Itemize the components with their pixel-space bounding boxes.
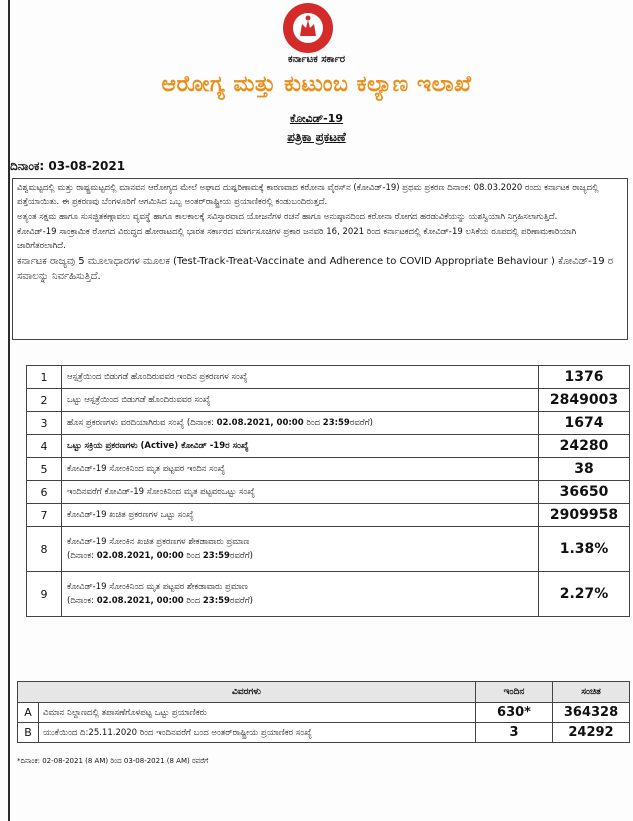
row-value: 1.38% bbox=[539, 527, 630, 572]
travellers-table bbox=[17, 681, 630, 743]
row-value: 1376 bbox=[539, 366, 630, 389]
row-label-date-from: 02.08.2021, 00:00 bbox=[96, 596, 184, 606]
row-label: ಆಸ್ಪತ್ರೆಯಿಂದ ಬಿಡುಗಡೆ ಹೊಂದಿರುವವರ ಇಂದಿನ ಪ್ರಕರಣಗಳ ಸಂಖ್ಯೆ bbox=[62, 366, 539, 389]
intro-paragraph-2: ಅತ್ಯಂತ ಸಕ್ಷಮ ಹಾಗೂ ಸುಸಜ್ಜಿತಕಣ್ಗಾವಲು ವ್ಯವಸ್ಥೆ ಹಾಗೂ ಕಾಲಕಾಲಕ್ಕೆ ಸವಿಸ್ತಾರವಾದ ಯೋಜನೆಗಳ ರಚನೆ ಹಾಗೂ ಅನುಷ್ಠಾನದಿಂದ ಕರೋನಾ ರೋಗದ ಹರಡುವಿಕೆಯನ್ನು ಯಶಸ್ವಿಯಾಗಿ ನಿಗ್ರಹಿಸಲಾಗುತ್ತಿದೆ. bbox=[17, 212, 558, 222]
row-label: ಇಂದಿನವರೆಗೆ ಕೋವಿಡ್-19 ಸೋಂಕಿನಿಂದ ಮೃತ ಪಟ್ಟವರಒಟ್ಟು ಸಂಖ್ಯೆ bbox=[62, 481, 539, 504]
row-label-date-end: ರವರೆಗೆ) bbox=[229, 596, 253, 606]
table-row bbox=[18, 723, 630, 743]
table-row bbox=[18, 703, 630, 723]
table-row bbox=[27, 527, 630, 572]
release-date: ದಿನಾಂಕ: 03-08-2021 bbox=[10, 159, 126, 173]
row-label-date-mid: ರಿಂದ bbox=[303, 418, 323, 428]
intro-paragraph-3: ಕೋವಿಡ್-19 ಸಾಂಕ್ರಾಮಿಕ ರೋಗದ ವಿರುದ್ಧದ ಹೋರಾಟದಲ್ಲಿ ಭಾರತ ಸರ್ಕಾರದ ಮಾರ್ಗಸೂಚಿಗಳ ಪ್ರಕಾರ ಜನವರಿ 16, 2021 ರಿಂದ ಕರ್ನಾಟಕದಲ್ಲಿ ಕೋವಿಡ್-19 ಲಸಿಕೆಯ ರೂಪದಲ್ಲಿ ಪರಿಣಾಮಕಾರಿಯಾಗಿ ಜಾರಿಗೆತರಲಾಗಿದೆ. bbox=[17, 227, 577, 251]
row-label-text: ಕೋವಿಡ್-19 ಸೋಂಕಿನ ಖಚಿತ ಪ್ರಕರಣಗಳ ಶೇಕಡಾವಾರು ಪ್ರಮಾಣ bbox=[67, 537, 250, 547]
header-today: ಇಂದಿನ bbox=[476, 682, 553, 703]
row-label: ಒಟ್ಟು ಆಸ್ಪತ್ರೆಯಿಂದ ಬಿಡುಗಡೆ ಹೊಂದಿರುವವರ ಸಂಖ್ಯೆ bbox=[62, 389, 539, 412]
row-value: 2.27% bbox=[539, 572, 630, 617]
table-row bbox=[27, 389, 630, 412]
intro-box bbox=[12, 178, 628, 340]
press-release-title: ಪತ್ರಿಕಾ ಪ್ರಕಟಣೆ bbox=[287, 130, 346, 144]
row-value: 1674 bbox=[539, 412, 630, 435]
row-number: 7 bbox=[27, 504, 62, 527]
covid-stats-table bbox=[26, 365, 630, 617]
row-number: 1 bbox=[27, 366, 62, 389]
row-letter: B bbox=[18, 723, 39, 743]
row-value: 2849003 bbox=[539, 389, 630, 412]
header-cumulative: ಸಂಚಿತ bbox=[553, 682, 630, 703]
row-label-two-line bbox=[62, 527, 539, 572]
row-letter: A bbox=[18, 703, 39, 723]
row-number: 2 bbox=[27, 389, 62, 412]
row-label: ಕೋವಿಡ್-19 ಸೋಂಕಿನಿಂದ ಮೃತ ಪಟ್ಟವರ ಇಂದಿನ ಸಂಖ್ಯೆ bbox=[62, 458, 539, 481]
row-today: 630* bbox=[476, 703, 553, 723]
row-label-date-mid: ರಿಂದ bbox=[183, 596, 203, 606]
covid-subtitle: ಕೋವಿಡ್-19 bbox=[289, 112, 344, 125]
row-label-text: ಕೋವಿಡ್-19 ಸೋಂಕಿನಿಂದ ಮೃತ ಪಟ್ಟವರ ಶೇಕಡಾವಾರು ಪ್ರಮಾಣ bbox=[67, 582, 248, 592]
department-title: ಆರೋಗ್ಯ ಮತ್ತು ಕುಟುಂಬ ಕಲ್ಯಾಣ ಇಲಾಖೆ bbox=[161, 72, 472, 97]
row-label-date-end: ರವರೆಗೆ) bbox=[349, 418, 373, 428]
row-label-date-line bbox=[67, 551, 533, 561]
row-label-date-to: 23:59 bbox=[202, 596, 230, 606]
table-row bbox=[27, 366, 630, 389]
row-label-date-line bbox=[67, 596, 533, 606]
row-cumulative: 364328 bbox=[553, 703, 630, 723]
row-value: 38 bbox=[539, 458, 630, 481]
row-label-date-from: 02.08.2021, 00:00 bbox=[216, 418, 304, 428]
row-label-two-line bbox=[62, 572, 539, 617]
row-label-date-from: 02.08.2021, 00:00 bbox=[96, 551, 184, 561]
footnote: *ದಿನಾಂಕ: 02-08-2021 (8 AM) ರಿಂದ 03-08-2021 (8 AM) ರವರೆಗೆ bbox=[17, 757, 209, 765]
table-row bbox=[27, 458, 630, 481]
intro-paragraph-1: ವಿಶ್ವಮಟ್ಟದಲ್ಲಿ ಮತ್ತು ರಾಷ್ಟ್ರಮಟ್ಟದಲ್ಲಿ ಮಾನವನ ಆರೋಗ್ಯದ ಮೇಲೆ ಅಘಾದ ದುಷ್ಪರಿಣಾಮಕ್ಕೆ ಕಾರಣವಾದ ಕರೋನಾ ವೈರಸ್‌ನ (ಕೋವಿಡ್-19) ಪ್ರಥಮ ಪ್ರಕರಣ ದಿನಾಂಕ: 08.03.2020 ರಂದು ಕರ್ನಾಟಕ ರಾಜ್ಯದಲ್ಲಿ ಪತ್ತೆಯಾಯಿತು. ಈ ಪ್ರಕರಣವು ಬೆಂಗಳೂರಿಗೆ ಆಗಮಿಸಿದ ಒಬ್ಬ ಅಂತರ್‌ರಾಷ್ಟ್ರೀಯ ಪ್ರಯಾಣಿಕರಲ್ಲಿ ಕಂಡುಬಂದಿರುತ್ತದೆ. bbox=[17, 183, 599, 207]
table-row bbox=[27, 481, 630, 504]
row-label: ಕೋವಿಡ್-19 ಖಚಿತ ಪ್ರಕರಣಗಳ ಒಟ್ಟು ಸಂಖ್ಯೆ bbox=[62, 504, 539, 527]
row-number: 9 bbox=[27, 572, 62, 617]
row-label-date-to: 23:59 bbox=[202, 551, 230, 561]
row-label: ವಿಮಾನ ನಿಲ್ದಾಣದಲ್ಲಿ ತಪಾಸಣೆಗೊಳಪಟ್ಟ ಒಟ್ಟು ಪ್ರಯಾಣಿಕರು bbox=[39, 703, 476, 723]
row-label: ಯುಕೆಯಿಂದ ದಿ:25.11.2020 ರಿಂದ ಇಂದಿನವರೆಗೆ ಬಂದ ಅಂತರ್‌ರಾಷ್ಟ್ರೀಯ ಪ್ರಯಾಣಿಕರ ಸಂಖ್ಯೆ bbox=[39, 723, 476, 743]
travellers-header-row bbox=[18, 682, 630, 703]
row-label-date-start: (ದಿನಾಂಕ: bbox=[67, 551, 97, 561]
row-label-date-mid: ರಿಂದ bbox=[183, 551, 203, 561]
row-cumulative: 24292 bbox=[553, 723, 630, 743]
karnataka-emblem-icon bbox=[272, 2, 344, 54]
row-number: 6 bbox=[27, 481, 62, 504]
row-label-date bbox=[62, 412, 539, 435]
row-value: 2909958 bbox=[539, 504, 630, 527]
table-row bbox=[27, 435, 630, 458]
row-today: 3 bbox=[476, 723, 553, 743]
row-number: 8 bbox=[27, 527, 62, 572]
intro-paragraph-4: ಕರ್ನಾಟಕ ರಾಜ್ಯವು 5 ಮೂಲಾಧಾರಗಳ ಮೂಲಕ (Test-Track-Treat-Vaccinate and Adherence to COVID Appropriate Behaviour ) ಕೋವಿಡ್-19 ರ ಸವಾಲನ್ನು ನಿರ್ವಹಿಸುತ್ತಿದೆ. bbox=[17, 256, 614, 282]
row-number: 4 bbox=[27, 435, 62, 458]
table-row bbox=[27, 572, 630, 617]
row-label-date-end: ರವರೆಗೆ) bbox=[229, 551, 253, 561]
row-label-date-start: (ದಿನಾಂಕ: bbox=[67, 596, 97, 606]
row-label-text: ಹೊಸ ಪ್ರಕರಣಗಳು ವರದಿಯಾಗಿರುವ ಸಂಖ್ಯೆ (ದಿನಾಂಕ: bbox=[67, 418, 217, 428]
table-row bbox=[27, 412, 630, 435]
header-details: ವಿವರಗಳು bbox=[18, 682, 476, 703]
row-label-date-to: 23:59 bbox=[322, 418, 350, 428]
row-number: 3 bbox=[27, 412, 62, 435]
row-label: ಒಟ್ಟು ಸಕ್ರಿಯ ಪ್ರಕರಣಗಳು (Active) ಕೋವಿಡ್ -19ರ ಸಂಖ್ಯೆ bbox=[62, 435, 539, 458]
government-label: ಕರ್ನಾಟಕ ಸರ್ಕಾರ bbox=[287, 54, 346, 65]
row-value: 24280 bbox=[539, 435, 630, 458]
row-number: 5 bbox=[27, 458, 62, 481]
row-value: 36650 bbox=[539, 481, 630, 504]
table-row bbox=[27, 504, 630, 527]
